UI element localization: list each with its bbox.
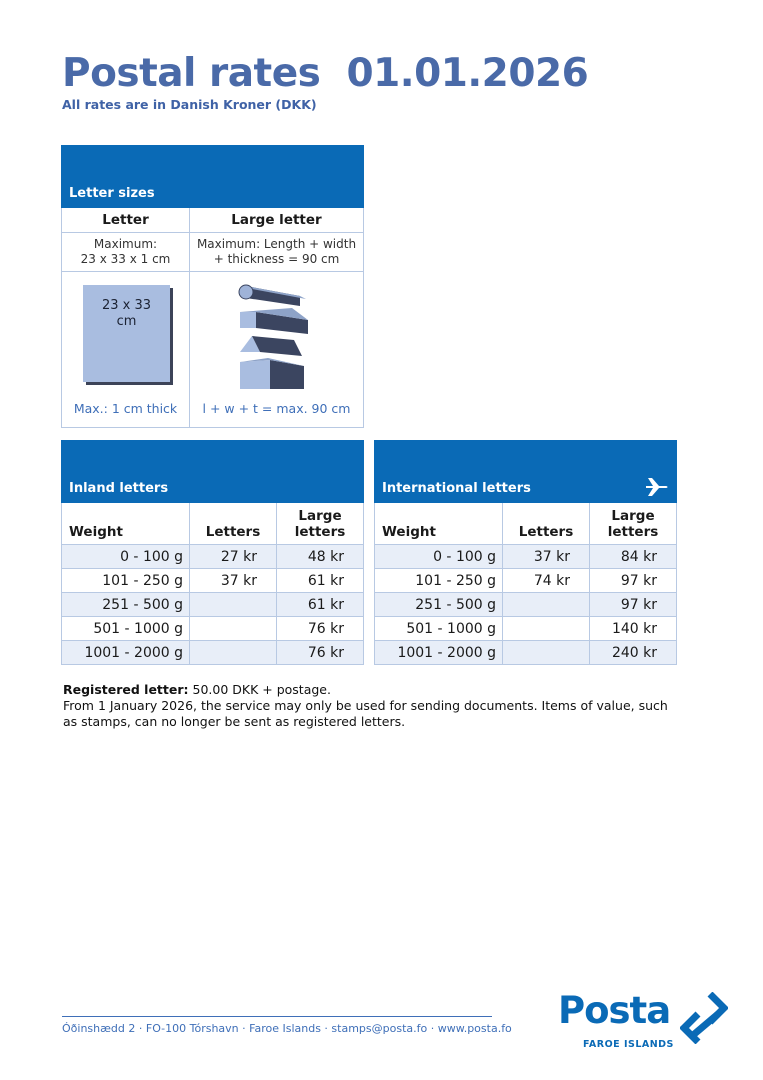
inland-letters-header: Letters (190, 503, 277, 545)
letters-price-cell: 37 kr (190, 569, 277, 593)
large-price-cell: 97 kr (590, 593, 677, 617)
large-price-cell: 61 kr (277, 569, 364, 593)
intl-letters-header: Letters (503, 503, 590, 545)
page-subtitle: All rates are in Danish Kroner (DKK) (62, 97, 317, 112)
international-rates-table (374, 440, 677, 665)
large-letter-column-header: Large letter (190, 208, 364, 233)
footer-divider (62, 1016, 492, 1017)
inland-heading: Inland letters (62, 441, 364, 503)
letters-price-cell (503, 641, 590, 665)
table-row (62, 593, 364, 617)
table-row (62, 641, 364, 665)
registered-letter-note (63, 682, 683, 698)
notes-section (63, 682, 683, 730)
table-row (375, 593, 677, 617)
large-letter-illustration-cell (190, 272, 364, 428)
table-row (62, 617, 364, 641)
table-row (62, 545, 364, 569)
service-restriction-note: From 1 January 2026, the service may only be used for sending documents. Items of value, such as stamps, can no longer be sent as registered letters. (63, 698, 668, 729)
letters-price-cell (503, 617, 590, 641)
inland-rates-table (61, 440, 364, 665)
table-row (375, 569, 677, 593)
letters-price-cell: 37 kr (503, 545, 590, 569)
large-price-cell: 97 kr (590, 569, 677, 593)
large-price-cell: 84 kr (590, 545, 677, 569)
posta-logo-subtitle: FAROE ISLANDS (583, 1039, 674, 1050)
weight-cell: 251 - 500 g (62, 593, 190, 617)
parcel-shapes-illustration (238, 282, 314, 394)
large-price-cell: 48 kr (277, 545, 364, 569)
weight-cell: 0 - 100 g (375, 545, 503, 569)
large-max-label: Maximum: Length + width + thickness = 90 cm (196, 237, 357, 266)
roll-shape-icon (239, 285, 306, 306)
large-price-cell: 240 kr (590, 641, 677, 665)
weight-cell: 501 - 1000 g (375, 617, 503, 641)
intl-weight-header: Weight (375, 503, 503, 545)
international-heading-cell (375, 441, 677, 503)
page-title: Postal rates 01.01.2026 (62, 51, 589, 96)
inland-weight-header: Weight (62, 503, 190, 545)
letter-max-text (62, 233, 190, 272)
inland-large-header: Large letters (277, 503, 364, 545)
large-max-text (190, 233, 364, 272)
weight-cell: 251 - 500 g (375, 593, 503, 617)
weight-cell: 101 - 250 g (375, 569, 503, 593)
letter-max-label: Maximum: 23 x 33 x 1 cm (80, 237, 171, 266)
table-row (375, 545, 677, 569)
table-row (375, 617, 677, 641)
large-price-cell: 76 kr (277, 641, 364, 665)
letters-price-cell: 74 kr (503, 569, 590, 593)
letter-caption: Max.: 1 cm thick (73, 401, 178, 416)
letter-illustration-cell (62, 272, 190, 428)
footer-address: Óðinshædd 2 · FO-100 Tórshavn · Faroe Islands · stamps@posta.fo · www.posta.fo (62, 1022, 512, 1035)
registered-value: 50.00 DKK + postage. (188, 682, 331, 697)
letter-sizes-table (61, 145, 364, 428)
letters-price-cell (190, 641, 277, 665)
large-price-cell: 140 kr (590, 617, 677, 641)
letters-price-cell (190, 617, 277, 641)
letter-column-header: Letter (62, 208, 190, 233)
cube-shape-icon (240, 358, 304, 389)
table-row (62, 569, 364, 593)
large-price-cell: 76 kr (277, 617, 364, 641)
letter-envelope-illustration (83, 285, 170, 382)
registered-label: Registered letter: (63, 682, 189, 697)
letter-sizes-heading: Letter sizes (62, 146, 364, 208)
international-heading: International letters (382, 481, 531, 496)
weight-cell: 0 - 100 g (62, 545, 190, 569)
weight-cell: 1001 - 2000 g (62, 641, 190, 665)
large-price-cell: 61 kr (277, 593, 364, 617)
weight-cell: 501 - 1000 g (62, 617, 190, 641)
airplane-icon (645, 477, 669, 497)
table-row (375, 641, 677, 665)
flat-box-shape-icon (240, 308, 308, 334)
letters-price-cell: 27 kr (190, 545, 277, 569)
posta-logo-icon (680, 992, 728, 1044)
posta-logo-wordmark: Posta (558, 989, 671, 1032)
intl-large-header: Large letters (590, 503, 677, 545)
weight-cell: 101 - 250 g (62, 569, 190, 593)
weight-cell: 1001 - 2000 g (375, 641, 503, 665)
envelope-size-label: 23 x 33 cm (101, 298, 152, 329)
letters-price-cell (190, 593, 277, 617)
triangle-prism-shape-icon (240, 336, 302, 356)
large-letter-caption: l + w + t = max. 90 cm (202, 401, 351, 416)
letters-price-cell (503, 593, 590, 617)
